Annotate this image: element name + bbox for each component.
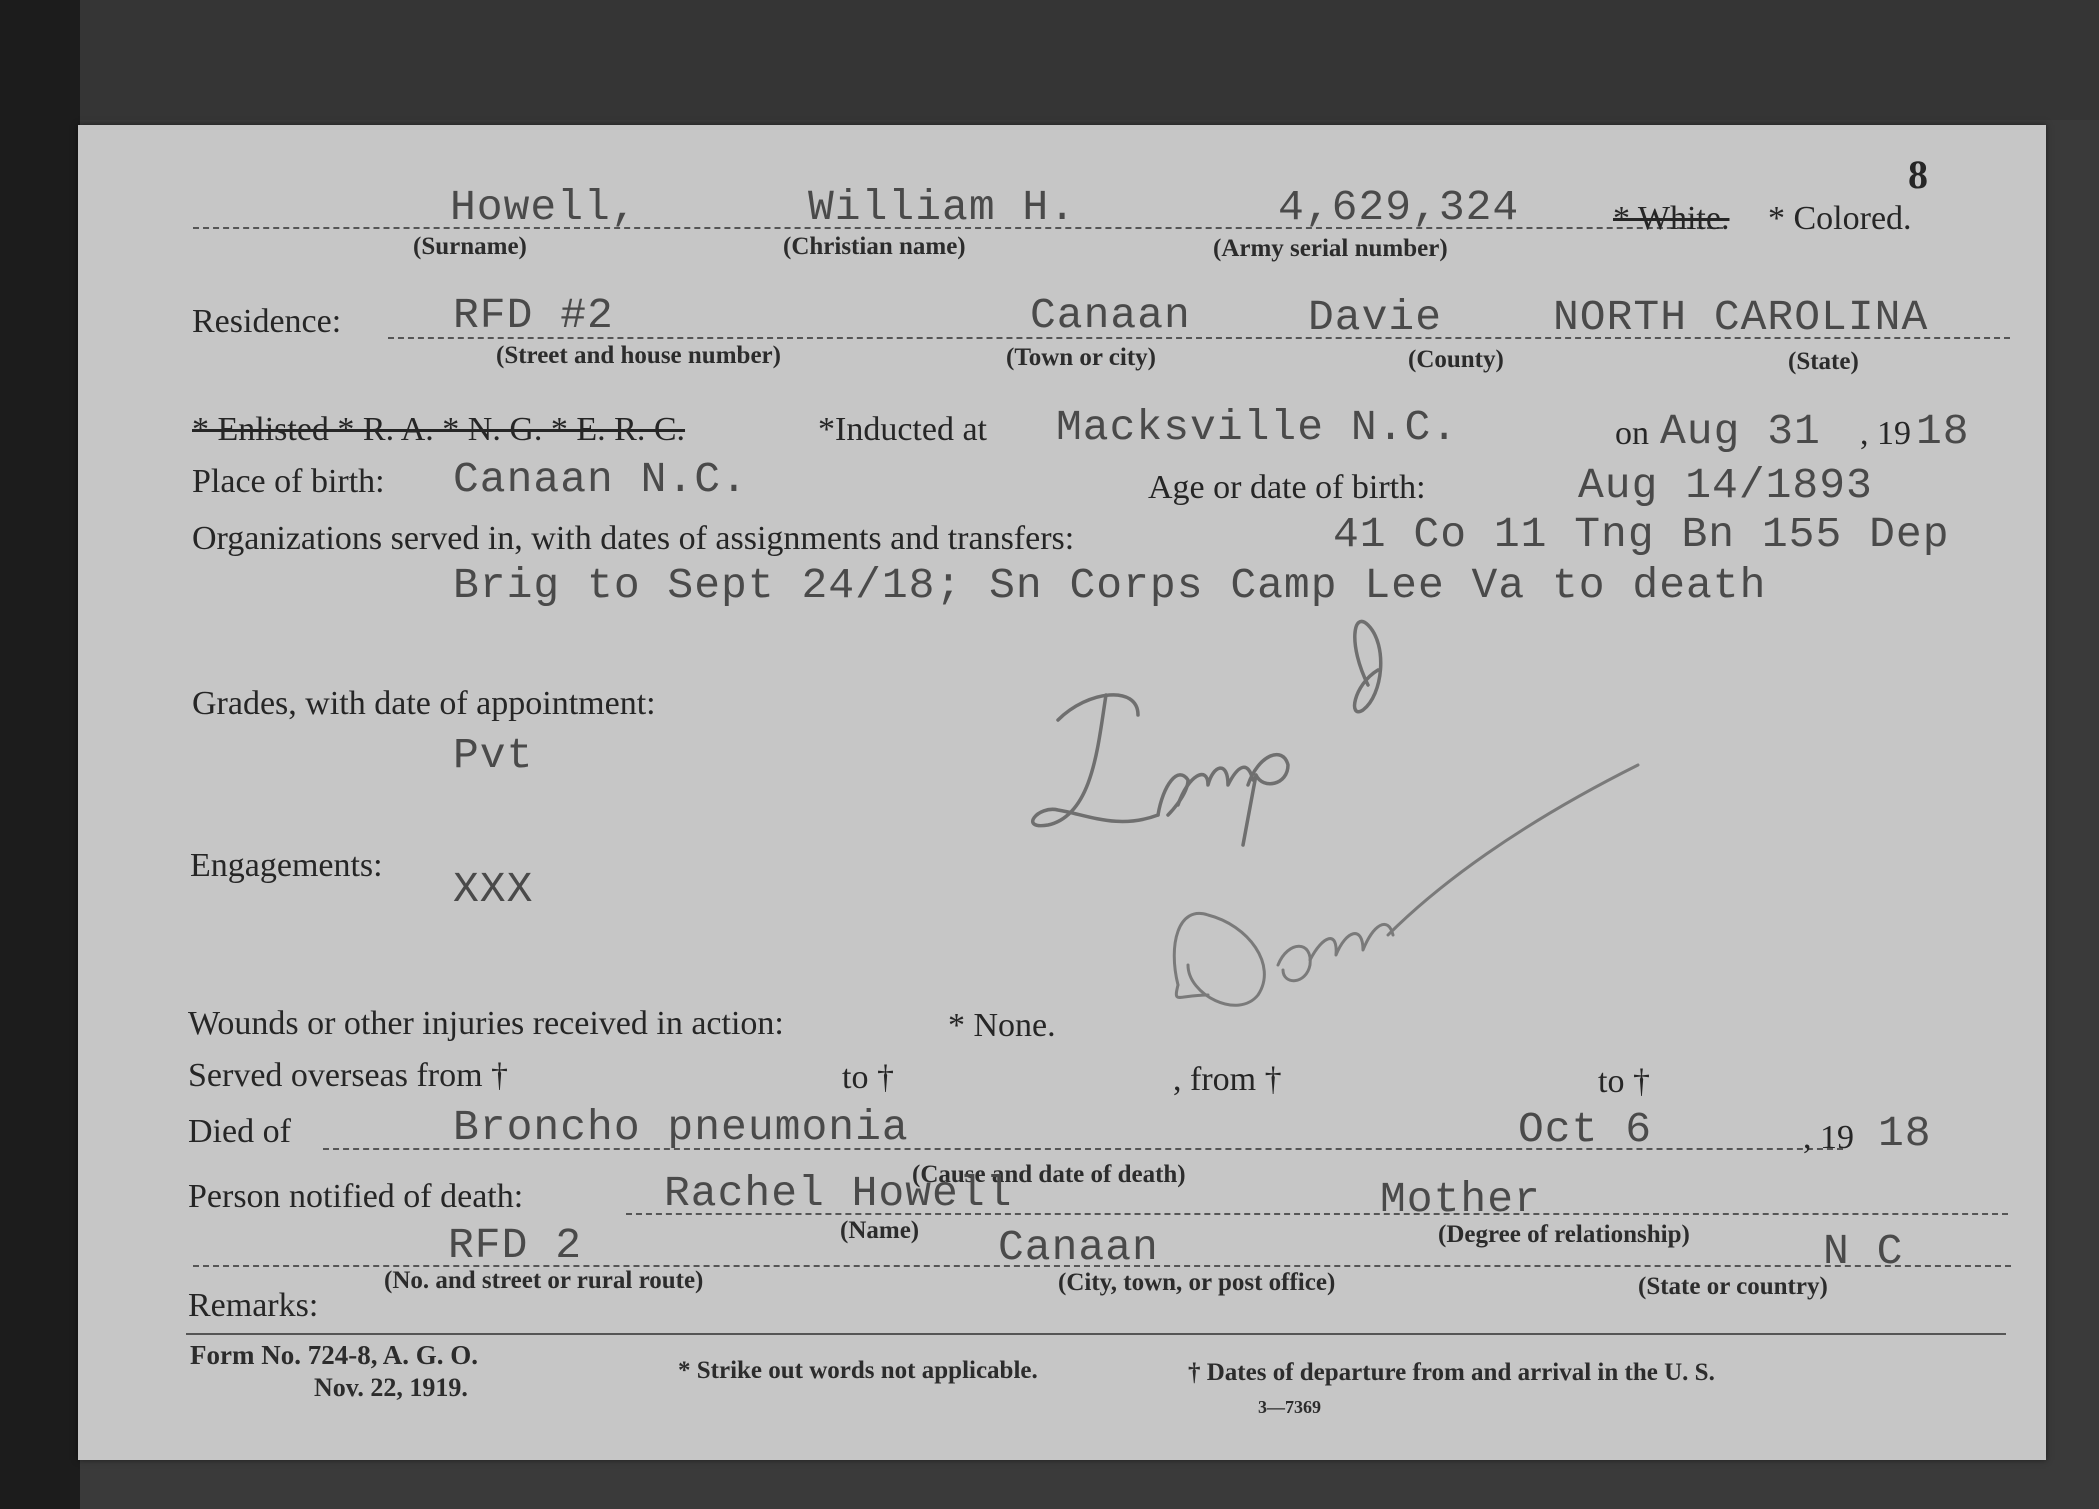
residence-state-caption: (State) — [1788, 348, 1859, 375]
place-of-birth-value: Canaan N.C. — [453, 455, 748, 504]
inducted-date-value: Aug 31 — [1660, 407, 1821, 456]
race-colored: * Colored. — [1768, 200, 1912, 237]
overseas-from2-label: , from † — [1173, 1061, 1282, 1098]
notified-label: Person notified of death: — [188, 1178, 524, 1215]
residence-state-value: NORTH CAROLINA — [1553, 293, 1929, 342]
place-of-birth-label: Place of birth: — [192, 463, 385, 500]
death-caption: (Cause and date of death) — [912, 1161, 1186, 1188]
notified-city-value: Canaan — [998, 1223, 1159, 1272]
race-white-struck: * White. — [1613, 200, 1730, 237]
notified-street-value: RFD 2 — [448, 1221, 583, 1270]
date-of-birth-label: Age or date of birth: — [1148, 469, 1426, 506]
death-year-value: 18 — [1878, 1109, 1932, 1158]
overseas-to-label: to † — [842, 1059, 894, 1096]
died-of-label: Died of — [188, 1113, 291, 1150]
background-left-edge — [0, 0, 80, 1509]
wounds-label: Wounds or other injuries received in action: — [188, 1005, 784, 1042]
residence-label: Residence: — [192, 303, 342, 340]
inducted-year-value: 18 — [1916, 407, 1970, 456]
notified-state-caption: (State or country) — [1638, 1273, 1828, 1300]
residence-town-value: Canaan — [1030, 291, 1191, 340]
christian-name-value: William H. — [808, 183, 1077, 232]
card-number: 8 — [1908, 152, 1928, 197]
grades-value: Pvt — [453, 731, 534, 780]
handwriting-dom — [1174, 765, 1638, 1005]
handwriting-layer — [78, 125, 2046, 1460]
notified-state-value: N C — [1823, 1227, 1904, 1276]
wounds-value: * None. — [948, 1007, 1056, 1044]
engagements-label: Engagements: — [190, 847, 383, 884]
christian-name-caption: (Christian name) — [783, 233, 966, 260]
engagements-value: XXX — [453, 865, 534, 914]
overseas-to2-label: to † — [1598, 1063, 1650, 1100]
grades-label: Grades, with date of appointment: — [192, 685, 656, 722]
death-date-value: Oct 6 — [1518, 1105, 1653, 1154]
notified-relationship-value: Mother — [1380, 1175, 1541, 1224]
serial-number-caption: (Army serial number) — [1213, 235, 1448, 262]
organizations-label: Organizations served in, with dates of assignments and transfers: — [192, 520, 1075, 557]
date-of-birth-value: Aug 14/1893 — [1578, 461, 1873, 510]
dates-note: † Dates of departure from and arrival in the U. S. — [1188, 1359, 1715, 1386]
form-date: Nov. 22, 1919. — [314, 1373, 468, 1402]
inducted-on-label: on — [1615, 415, 1649, 452]
enlistment-struck: * Enlisted * R. A. * N. G. * E. R. C. — [192, 411, 686, 448]
inducted-year-prefix: , 19 — [1860, 415, 1911, 452]
strike-out-note: * Strike out words not applicable. — [678, 1357, 1038, 1384]
residence-street-caption: (Street and house number) — [496, 342, 781, 369]
background-top — [0, 0, 2099, 120]
print-code: 3—7369 — [1258, 1397, 1321, 1417]
death-cause-value: Broncho pneumonia — [453, 1103, 909, 1152]
residence-street-value: RFD #2 — [453, 291, 614, 340]
organizations-line-2: Brig to Sept 24/18; Sn Corps Camp Lee Va to death — [453, 561, 1767, 610]
surname-value: Howell, — [450, 183, 638, 232]
inducted-label: *Inducted at — [818, 411, 987, 448]
death-year-prefix: , 19 — [1803, 1119, 1854, 1156]
residence-county-value: Davie — [1308, 293, 1443, 342]
handwriting-temp-8 — [1033, 621, 1381, 845]
notified-street-caption: (No. and street or rural route) — [384, 1267, 704, 1294]
overseas-from-label: Served overseas from † — [188, 1057, 509, 1094]
remarks-label: Remarks: — [188, 1287, 319, 1324]
notified-name-caption: (Name) — [840, 1217, 920, 1244]
residence-county-caption: (County) — [1408, 346, 1504, 373]
surname-caption: (Surname) — [413, 233, 527, 260]
residence-town-caption: (Town or city) — [1006, 344, 1156, 371]
serial-number-value: 4,629,324 — [1278, 183, 1520, 232]
notified-name-value: Rachel Howell — [664, 1169, 1013, 1218]
form-number: Form No. 724-8, A. G. O. — [190, 1340, 478, 1370]
service-record-card — [78, 125, 2046, 1460]
inducted-at-value: Macksville N.C. — [1056, 403, 1459, 452]
notified-relationship-caption: (Degree of relationship) — [1438, 1221, 1690, 1248]
organizations-line-1: 41 Co 11 Tng Bn 155 Dep — [1333, 510, 1950, 559]
notified-city-caption: (City, town, or post office) — [1058, 1269, 1336, 1296]
